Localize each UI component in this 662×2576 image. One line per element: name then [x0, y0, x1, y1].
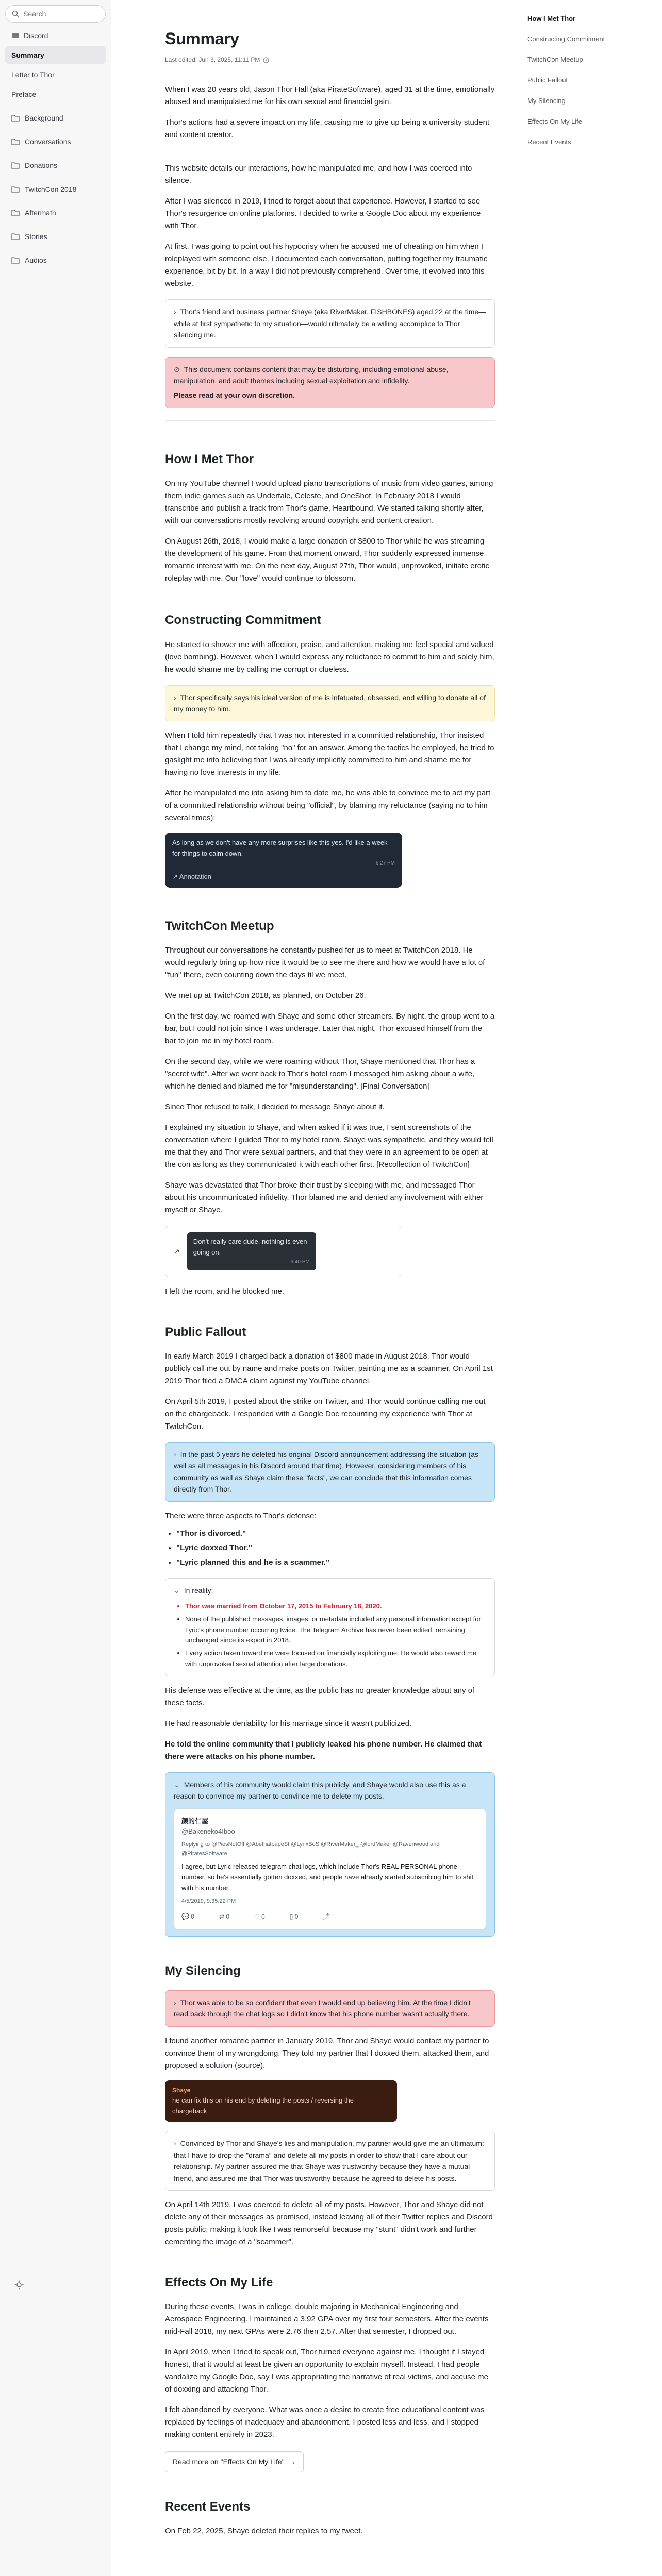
intro-paragraph: At first, I was going to point out his hypocrisy when he accused me of cheating on him when I roleplayed with someone else. I documented each conversation, putting together my traumatic experience, bit by bit. In a way I did not previously comprehend. Over time, it evolved into this website.	[165, 242, 488, 289]
tweet-author: 颜的仁屋	[181, 1817, 209, 1825]
sidebar-item-label: Preface	[11, 90, 37, 98]
callout-in-reality[interactable]	[165, 1578, 495, 1676]
section-paragraph: We met up at TwitchCon 2018, as planned, on October 26.	[165, 991, 366, 1001]
sidebar-item-letter[interactable]	[5, 66, 106, 83]
sidebar-folder-label: Background	[25, 113, 63, 122]
section-paragraph: On April 5th 2019, I posted about the strike on Twitter, and Thor would continue calling me out on the chargeback. I responded with a Google Doc recounting my experience with Thor at TwitchCon.	[165, 1397, 486, 1431]
main-content	[165, 0, 495, 2537]
sidebar-folder-label: TwitchCon 2018	[25, 184, 77, 193]
toc-item-effects-on-my-life[interactable]: Effects On My Life	[527, 117, 582, 125]
chat-screenshot	[165, 833, 402, 887]
callout-community-claims[interactable]	[165, 1772, 495, 1937]
sidebar-folder-audios[interactable]	[5, 251, 106, 269]
section-paragraph: I found another romantic partner in January 2019. Thor and Shaye would contact my partner to convince them of my wrongdoing. They told my partner that I doxxed them, attacked them, and proposed a solution (source).	[165, 2036, 489, 2070]
alert-icon: ⊘	[174, 365, 180, 374]
chat-message: he can fix this on his end by deleting the posts / reversing the chargeback	[172, 2096, 354, 2115]
chat-time: 6:40 PM	[290, 1259, 310, 1265]
list-item: • "Lyric planned this and he is a scammer."	[176, 1556, 495, 1569]
section-paragraph: He told the online community that I publicly leaked his phone number. He claimed that there were attacks on his phone number.	[165, 1739, 482, 1761]
read-more-label: Read more on "Effects On My Life"	[173, 2458, 285, 2466]
site-name: Discord	[24, 31, 48, 40]
folder-icon	[11, 114, 20, 122]
read-more-button[interactable]	[165, 2451, 304, 2472]
toc-item-public-fallout[interactable]: Public Fallout	[527, 76, 568, 84]
search-placeholder: Search	[23, 9, 46, 18]
tweet-actions	[181, 1912, 478, 1922]
section-paragraph: When I told him repeatedly that I was not interested in a committed relationship, Thor insisted that I change my mind, not taking "no" for an answer. Among the tactics he employed, he tried to gaslight me into believing that I was already implicitly committed to him and shame me for having no love interests in my life.	[165, 731, 494, 777]
tweet-handle: @Bakeneko4Iboo	[181, 1827, 235, 1836]
sidebar-folder-label: Stories	[25, 232, 47, 241]
section-paragraph: On the first day, we roamed with Shaye and some other streamers. By night, the group went to a bar, but I could not join since I was underage. Later that night, Thor excused himself from the bar to join me in my hotel room.	[165, 1012, 495, 1046]
list-item: • "Thor is divorced."	[176, 1528, 495, 1540]
folder-icon	[11, 162, 20, 169]
sidebar-folder-donations[interactable]	[5, 157, 106, 174]
chevron-right-icon: ›	[174, 1998, 176, 2007]
tweet-reply-to: Replying to @PiesNotOff @AbethatpapeSt @LynxBoS @RiverMaker_ @lordMaker @Ravenwood and @PiratesSoftware	[181, 1841, 440, 1857]
tweet-time: 4/5/2019, 9:35:22 PM	[181, 1897, 236, 1904]
chat-embed	[165, 1226, 402, 1277]
toc-item-recent-events[interactable]: Recent Events	[527, 138, 571, 146]
sidebar-folder-background[interactable]	[5, 109, 106, 127]
section-paragraph: On Feb 22, 2025, Shaye deleted their replies to my tweet.	[165, 2527, 363, 2536]
callout-ideal-version[interactable]	[165, 685, 495, 722]
sidebar-folder-conversations[interactable]	[5, 133, 106, 150]
sidebar-item-preface[interactable]	[5, 86, 106, 103]
section-heading-recent-events: Recent Events	[165, 2499, 251, 2514]
sidebar-folder-label: Donations	[25, 161, 58, 170]
search-input[interactable]	[5, 5, 106, 23]
section-paragraph: I left the room, and he blocked me.	[165, 1286, 284, 1296]
chat-screenshot	[165, 2080, 397, 2122]
chevron-down-icon: ⌄	[174, 1586, 180, 1595]
list-item: • Every action taken toward me were focused on financially exploiting me. He would also reward me with unprovoked sexual attention after large donations.	[185, 1648, 486, 1670]
callout-text: Members of his community would claim this publicly, and Shaye would also use this as a reason to convince my partner to convince me to delete my posts.	[174, 1780, 466, 1801]
callout-text: Convinced by Thor and Shaye's lies and manipulation, my partner would give me an ultimatum: that I have to drop the "drama" and delete all my posts in order to show that I care about our relationship. My partner assured me that Shaye was trustworthy because they have a mutual friend, and assured me that Thor was trustworthy because he agreed to delete his posts.	[174, 2139, 484, 2182]
annotation-link[interactable]	[172, 872, 395, 883]
toc-item-twitchcon-meetup[interactable]: TwitchCon Meetup	[527, 55, 583, 63]
sidebar-folder-label: Conversations	[25, 137, 71, 146]
callout-confidence[interactable]	[165, 1990, 495, 2027]
tweet-embed	[174, 1808, 486, 1930]
section-paragraph: On the second day, while we were roaming without Thor, Shaye mentioned that Thor has a "secret wife". After we went back to Thor's hotel room I messaged him asking about a wife, which he denied and blamed me for "misunderstanding". [Final Conversation]	[165, 1057, 475, 1091]
chat-message: Don't really care dude, nothing is even going on.	[193, 1238, 307, 1256]
callout-ultimatum[interactable]	[165, 2131, 495, 2191]
sidebar-item-label: Summary	[11, 50, 44, 59]
annotation-label: Annotation	[179, 872, 211, 880]
chevron-right-icon: ›	[174, 1450, 176, 1459]
section-heading-constructing-commitment: Constructing Commitment	[165, 613, 321, 628]
intro-paragraph: This website details our interactions, how he manipulated me, and how I was coerced into silence.	[165, 164, 472, 185]
section-heading-public-fallout: Public Fallout	[165, 1325, 246, 1339]
content-warning	[165, 357, 495, 408]
toc-item-my-silencing[interactable]: My Silencing	[527, 96, 566, 105]
section-paragraph: He had reasonable deniability for his marriage since it wasn't publicized.	[165, 1719, 412, 1728]
history-icon[interactable]	[263, 57, 269, 63]
section-paragraph: He started to shower me with affection, praise, and attention, making me feel special and valued (love bombing). However, when I would express any reluctance to commit to him and solely him, he would shame me by calling me corrupt or clueless.	[165, 640, 494, 674]
share-icon[interactable]: ⤴	[323, 1913, 329, 1921]
chat-screenshot	[187, 1232, 316, 1270]
chat-time: 6:27 PM	[375, 860, 395, 866]
folder-icon	[11, 233, 20, 240]
tweet-text: I agree, but Lyric released telegram chat logs, which include Thor's REAL PERSONAL phone number, so he's essentially gotten doxxed, and people have already started subscribing him to shit with his number.	[181, 1862, 474, 1892]
page-title: Summary	[165, 29, 239, 48]
callout-title: In reality:	[184, 1586, 213, 1595]
warning-text: This document contains content that may be disturbing, including emotional abuse, manipulation, and adult themes including sexual exploitation and infidelity.	[174, 365, 449, 385]
arrow-right-icon: →	[288, 2458, 296, 2466]
callout-text: Thor specifically says his ideal version of me is infatuated, obsessed, and willing to donate all of my money to him.	[174, 693, 486, 713]
sidebar-folder-stories[interactable]	[5, 228, 106, 245]
chevron-down-icon: ⌄	[174, 1780, 180, 1789]
sun-icon	[14, 2280, 24, 2290]
last-edited	[165, 55, 495, 65]
callout-text: Thor was able to be so confident that even I would end up believing him. At the time I didn't read back through the chat logs so I didn't know that his phone number wasn't actually there.	[174, 1998, 471, 2019]
folder-icon	[11, 138, 20, 145]
defense-list	[165, 1528, 495, 1569]
bookmark-icon[interactable]: ▯ 0	[289, 1913, 299, 1921]
list-item: • "Lyric doxxed Thor."	[176, 1542, 495, 1554]
section-paragraph: During these events, I was in college, double majoring in Mechanical Engineering and Aerospace Engineering. I maintained a 3.92 GPA over my first four semesters. After the events mid-Fall 2018, my next GPAs were 2.76 then 2.57. After that semester, I dropped out.	[165, 2302, 489, 2336]
sidebar	[0, 0, 111, 2576]
section-paragraph: In early March 2019 I charged back a donation of $800 made in August 2018. Thor would publicly call me out by name and make posts on Twitter, painting me as a scammer. On April 1st 2019 Thor filed a DMCA claim against my YouTube channel.	[165, 1352, 493, 1386]
site-link[interactable]	[5, 27, 106, 44]
section-paragraph: Throughout our conversations he constantly pushed for us to meet at TwitchCon 2018. He would regularly bring up how nice it would be to see me there and how we would have a lot of "fun" there, even counting down the days til we meet.	[165, 946, 485, 980]
callout-shaye[interactable]	[165, 299, 495, 347]
sidebar-item-summary[interactable]	[5, 46, 106, 64]
callout-text: Thor's friend and business partner Shaye (aka RiverMaker, FISHBONES) aged 22 at the time—while at first sympathetic to my situation—would ultimately be a willing accomplice to Thor silencing me.	[174, 308, 486, 340]
section-paragraph: After he manipulated me into asking him to date me, he was able to convince me to act my part of a committed relationship without being "official", by blaming my reluctance (saying no to him several times):	[165, 789, 491, 823]
external-link-icon[interactable]: ↗	[174, 1247, 180, 1256]
section-paragraph: There were three aspects to Thor's defense:	[165, 1511, 317, 1520]
toc-item-constructing-commitment[interactable]: Constructing Commitment	[527, 35, 605, 43]
reply-icon[interactable]: 💬 0	[181, 1913, 194, 1921]
sidebar-folder-aftermath[interactable]	[5, 204, 106, 222]
section-heading-effects-on-my-life: Effects On My Life	[165, 2276, 273, 2290]
intro-paragraph: Thor's actions had a severe impact on my life, causing me to give up being a university student and content creator.	[165, 118, 490, 140]
toc-item-how-i-met-thor[interactable]: How I Met Thor	[527, 14, 576, 22]
section-paragraph: Shaye was devastated that Thor broke their trust by sleeping with me, and messaged Thor about his uncommunicated infidelity. Thor blamed me and denied any involvement with either myself or Shaye.	[165, 1181, 484, 1215]
section-paragraph: I felt abandoned by everyone. What was once a desire to create free educational content was replaced by feelings of inadequacy and abandonment. I posted less and less, and I stopped making content entirely in 2023.	[165, 2405, 485, 2439]
divider	[165, 420, 495, 421]
chat-message: As long as we don't have any more surprises like this yes. I'd like a week for things to calm down.	[172, 839, 388, 858]
chat-author: Shaye	[172, 2086, 191, 2094]
folder-icon	[11, 257, 20, 264]
chevron-right-icon: ›	[174, 2139, 176, 2148]
callout-deleted-announcement[interactable]	[165, 1442, 495, 1502]
sidebar-folder-twitchcon[interactable]	[5, 180, 106, 198]
theme-toggle-button[interactable]	[11, 2277, 27, 2293]
warning-note: Please read at your own discretion.	[174, 391, 295, 400]
intro-paragraph: When I was 20 years old, Jason Thor Hall (aka PirateSoftware), aged 31 at the time, emotionally abused and manipulated me for his own sexual and financial gain.	[165, 85, 495, 107]
like-icon[interactable]: ♡ 0	[254, 1913, 265, 1921]
chevron-right-icon: ›	[174, 693, 176, 702]
sidebar-folder-label: Aftermath	[25, 208, 56, 217]
chevron-right-icon: ›	[174, 308, 176, 316]
section-paragraph: On August 26th, 2018, I would make a large donation of $800 to Thor while he was streaming the development of his game. From that moment onward, Thor suddenly expressed immense romantic interest with me. On the next day, August 27th, Thor would, unprovoked, initiate erotic roleplay with me. Our "love" would continue to blossom.	[165, 537, 489, 583]
last-edited-text: Last edited: Jun 3, 2025, 11:11 PM	[165, 56, 260, 64]
discord-icon	[11, 31, 20, 40]
section-paragraph: On April 14th 2019, I was coerced to delete all of my posts. However, Thor and Shaye did not delete any of their messages as promised, instead leaving all of their Twitter replies and Discord posts public, making it look like I was remorseful because my "stunt" didn't work and further cementing the image of a "scammer".	[165, 2200, 493, 2247]
folder-icon	[11, 209, 20, 216]
external-link-icon: ↗	[172, 872, 179, 880]
search-icon	[12, 10, 19, 18]
reality-list	[174, 1601, 486, 1670]
section-paragraph: His defense was effective at the time, as the public has no greater knowledge about any of these facts.	[165, 1686, 475, 1707]
folder-icon	[11, 185, 20, 193]
intro-paragraph: After I was silenced in 2019, I tried to forget about that experience. However, I started to see Thor's resurgence on online platforms. I decided to write a Google Doc about my experience with Thor.	[165, 197, 481, 231]
list-item: • Thor was married from October 17, 2015 to February 18, 2020.	[185, 1601, 486, 1612]
section-paragraph: Since Thor refused to talk, I decided to message Shaye about it.	[165, 1103, 385, 1112]
sidebar-item-label: Letter to Thor	[11, 70, 55, 79]
section-paragraph: I explained my situation to Shaye, and when asked if it was true, I sent screenshots of the conversation where I guided Thor to my hotel room. Shaye was sympathetic, and they would tell me that they and Thor were sexual partners, and that they were in an agreement to be open at the con as long as they communicated it with each other first. [Recollection of TwitchCon]	[165, 1123, 493, 1170]
callout-text: In the past 5 years he deleted his original Discord announcement addressing the situation (as well as all messages in his Discord around that time). However, considering members of his community as well as Shaye claim these "facts", we can conclude that this information comes directly from Thor.	[174, 1450, 478, 1494]
section-heading-my-silencing: My Silencing	[165, 1963, 241, 1978]
list-item: • None of the published messages, images, or metadata included any personal information except for Lyric's phone number occurring twice. The Telegram Archive has never been edited, remaining unchanged since its export in 2018.	[185, 1614, 486, 1646]
section-paragraph: On my YouTube channel I would upload piano transcriptions of music from video games, among them indie games such as Undertale, Celeste, and OneShot. In February 2018 I would transcribe and publish a track from Thor's game, Heartbound. We started talking shortly after, with our conversations mostly revolving around copyright and content creation.	[165, 479, 493, 526]
retweet-icon[interactable]: ⇄ 0	[219, 1913, 230, 1921]
section-paragraph: In April 2019, when I tried to speak out, Thor turned everyone against me. I thought if I stayed honest, that it would at least be given an opportunity to explain myself. Instead, I had people vandalize my Google Doc, say I was appropriating the narrative of real victims, and accuse me of doxxing and attacking Thor.	[165, 2348, 488, 2394]
section-heading-how-i-met-thor: How I Met Thor	[165, 452, 254, 466]
section-heading-twitchcon-meetup: TwitchCon Meetup	[165, 919, 274, 933]
table-of-contents	[520, 8, 658, 152]
sidebar-folder-label: Audios	[25, 256, 47, 264]
